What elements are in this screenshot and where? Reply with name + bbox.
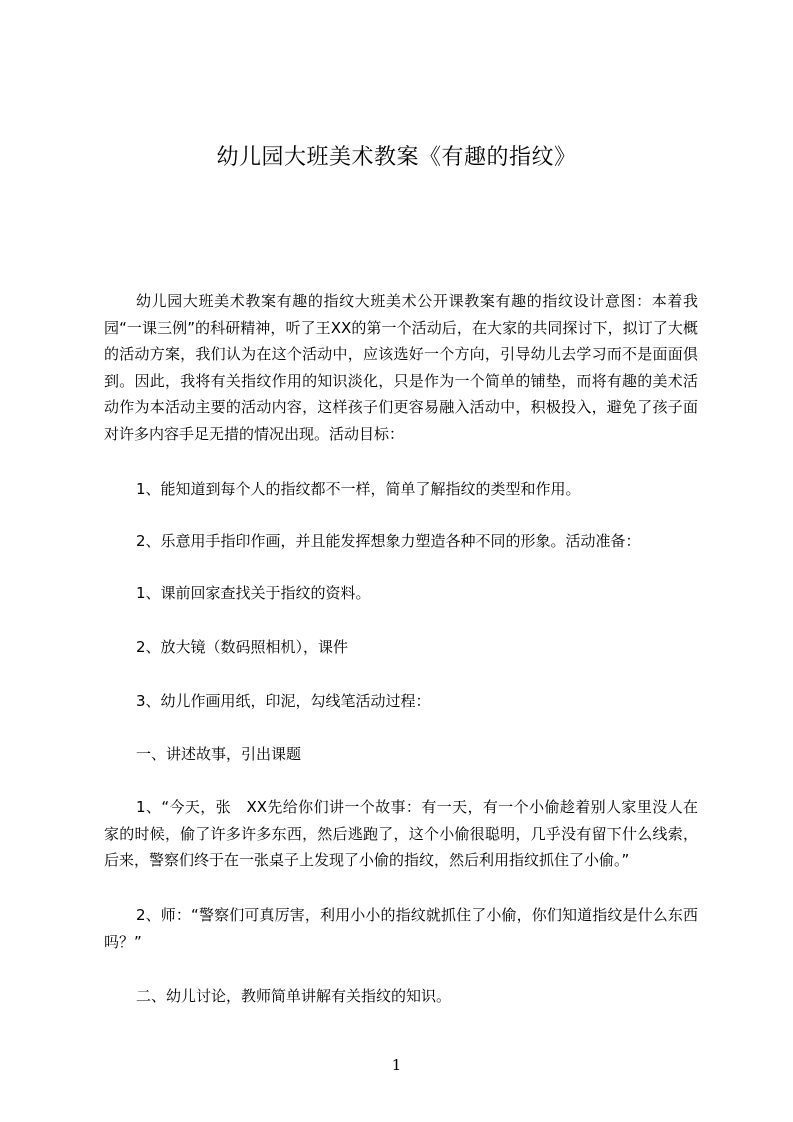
section-heading-2: 二、幼儿讨论，教师简单讲解有关指纹的知识。 xyxy=(136,987,452,1005)
intro-paragraph: 幼儿园大班美术教案有趣的指纹大班美术公开课教案有趣的指纹设计意图：本着我园“一课三例”的科研精神，听了王XX的第一个活动后，在大家的共同探讨下，拟订了大概的活动方案，我们认为在这个活动中，应该选好一个方向，引导幼儿去学习而不是面面俱到。因此，我将有关指纹作用的知识淡化，只是作为一个简单的铺垫，而将有趣的美术活动作为本活动主要的活动内容，这样孩子们更容易融入活动中，积极投入，避免了孩子面对许多内容手足无措的情况出现。活动目标： xyxy=(104,292,698,443)
teacher-question-paragraph: 2、师：“警察们可真厉害，利用小小的指纹就抓住了小偷，你们知道指纹是什么东西吗？” xyxy=(104,906,698,951)
page-number: 1 xyxy=(391,1056,402,1074)
prep-3: 3、幼儿作画用纸，印泥，勾线笔活动过程： xyxy=(136,692,431,710)
prep-2: 2、放大镜（数码照相机），课件 xyxy=(136,638,349,656)
prep-1: 1、课前回家查找关于指纹的资料。 xyxy=(136,584,371,602)
document-title: 幼儿园大班美术教案《有趣的指纹》 xyxy=(216,145,577,170)
goal-1: 1、能知道到每个人的指纹都不一样，简单了解指纹的类型和作用。 xyxy=(136,480,581,498)
section-heading-1: 一、讲述故事，引出课题 xyxy=(136,745,302,763)
goal-2: 2、乐意用手指印作画，并且能发挥想象力塑造各种不同的形象。活动准备： xyxy=(136,532,641,550)
story-paragraph: 1、“今天，张 XX先给你们讲一个故事：有一天，有一个小偷趁着别人家里没人在家的时候，偷了许多许多东西，然后逃跑了，这个小偷很聪明，几乎没有留下什么线索，后来，警察们终于在一张桌子上发现了小偷的指纹，然后利用指纹抓住了小偷。” xyxy=(104,798,698,869)
